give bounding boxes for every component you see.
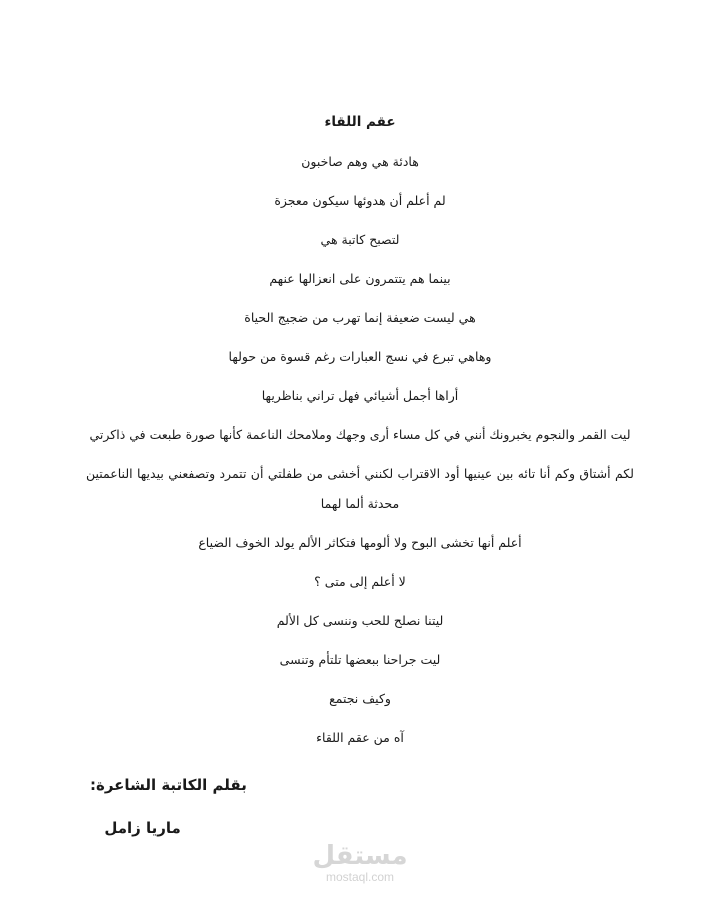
verse-line: لم أعلم أن هدوئها سيكون معجزة: [274, 193, 446, 208]
watermark-logo-arabic: مستقل: [312, 841, 408, 871]
verse-line: بينما هم يتتمرون على انعزالها عنهم: [269, 271, 451, 286]
verse-line: هي ليست ضعيفة إنما تهرب من ضجيج الحياة: [244, 310, 476, 325]
mostaql-watermark: [310, 842, 410, 884]
signature-label: بقلم الكاتبة الشاعرة:: [90, 776, 247, 794]
verse-line: أراها أجمل أشيائي فهل تراني بناظريها: [261, 388, 459, 403]
verse-line: وكيف نجتمع: [329, 691, 391, 706]
verse-line: آه من عقم اللقاء: [316, 730, 404, 745]
author-name: ماريا زامل: [104, 819, 181, 837]
verse-line: أعلم أنها تخشى البوح ولا ألومها فتكاثر الألم يولد الخوف الضياع: [198, 535, 522, 550]
verse-line: ليتنا نصلح للحب وننسى كل الألم: [276, 613, 444, 628]
verse-line-wrapped: لكم أشتاق وكم أنا تائه بين عينيها أود الاقتراب لكنني أخشى من طفلتي أن تتمرد وتصفعني بيديها الناعمتين محدثة ألما لهما: [86, 466, 634, 511]
verse-line: لا أعلم إلى متى ؟: [314, 574, 406, 589]
verse-line: وهاهي تبرع في نسج العبارات رغم قسوة من حولها: [228, 349, 492, 364]
verse-line: لتصبح كاتبة هي: [320, 232, 400, 247]
author-signature: [90, 770, 247, 843]
verse-line: هادئة هي وهم صاخبون: [301, 154, 419, 169]
poem-title: عقم اللقاء: [324, 114, 396, 130]
poem: [86, 108, 634, 762]
verse-line: ليت جراحنا ببعضها تلتأم وتنسى: [279, 652, 441, 667]
watermark-domain: mostaql.com: [325, 870, 395, 884]
verse-line-wrapped: ليت القمر والنجوم يخبرونك أنني في كل مساء أرى وجهك وملامحك الناعمة كأنها صورة طبعت في ذاكرتي: [89, 427, 631, 442]
